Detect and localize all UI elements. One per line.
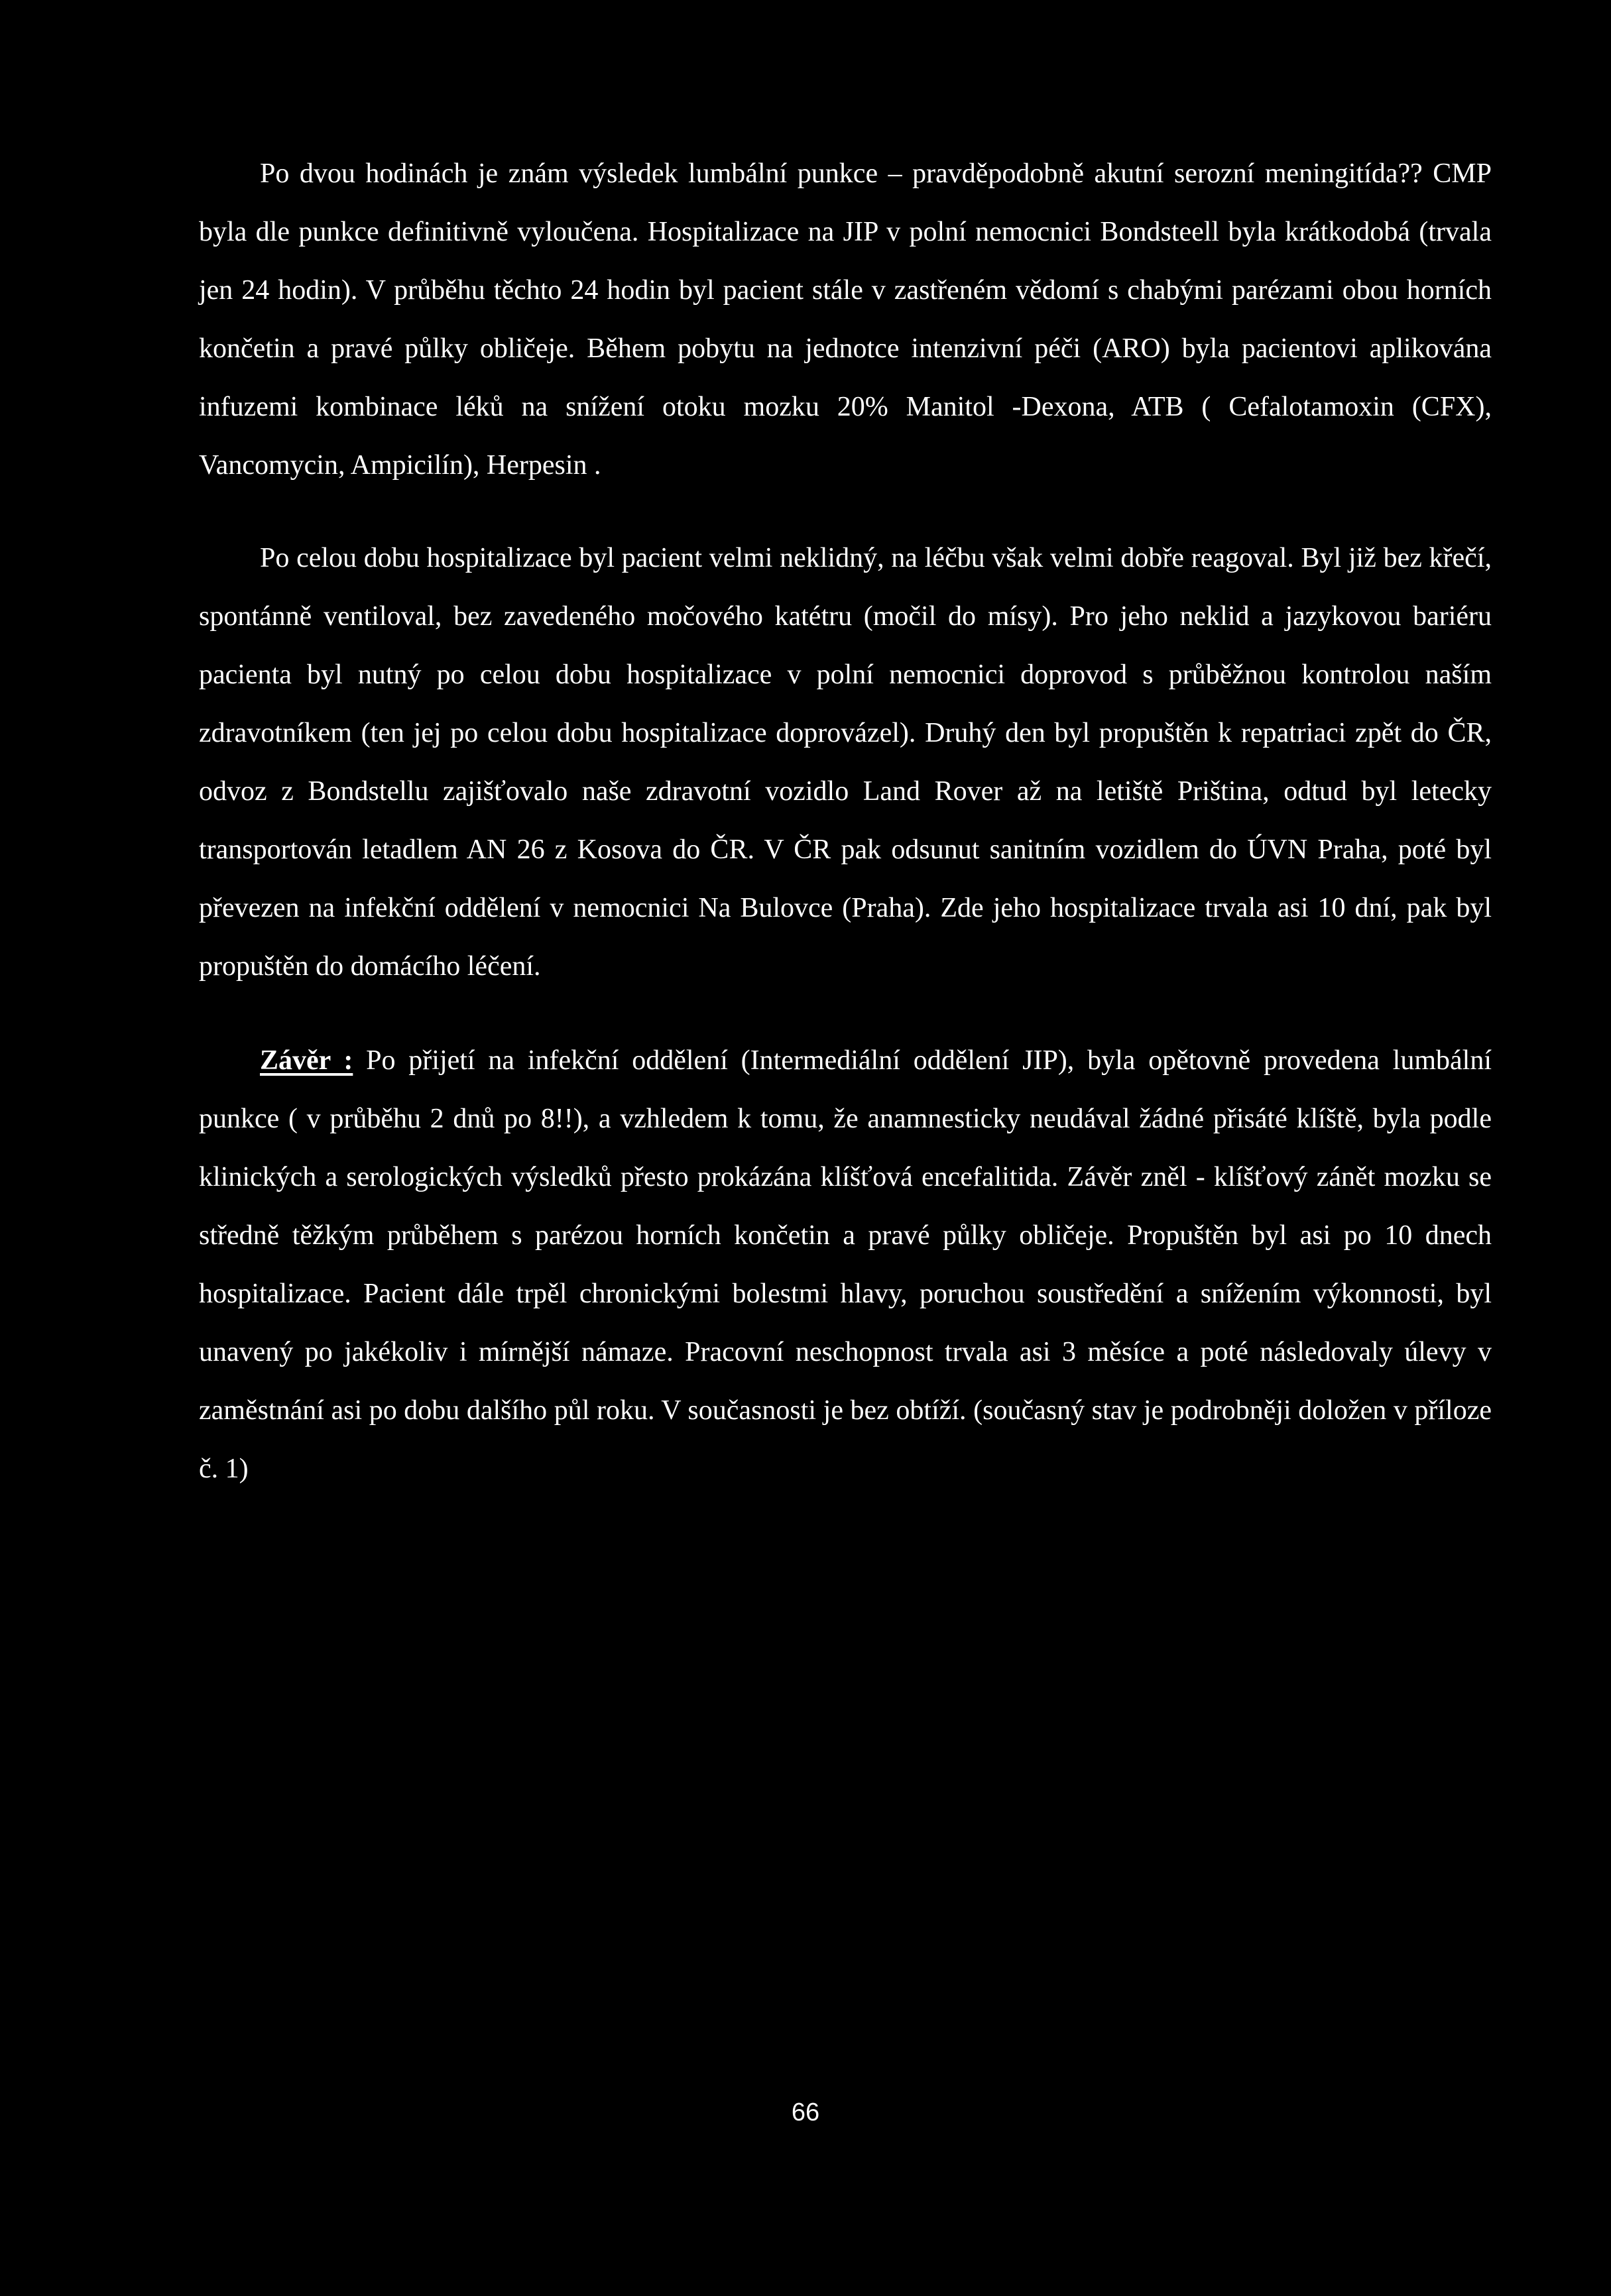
paragraph-conclusion: [199, 1031, 1492, 1498]
document-page: [199, 144, 1492, 1498]
paragraph-lumbar-puncture: Po dvou hodinách je znám výsledek lumbální punkce – pravděpodobně akutní serozní meningitída?? CMP byla dle punkce definitivně vyloučena. Hospitalizace na JIP v polní nemocnici Bondsteell byla krátkodobá (trvala jen 24 hodin). V průběhu těchto 24 hodin byl pacient stále v zastřeném vědomí s chabými parézami obou horních končetin a pravé půlky obličeje. Během pobytu na jednotce intenzivní péči (ARO) byla pacientovi aplikována infuzemi kombinace léků na snížení otoku mozku 20% Manitol -Dexona, ATB ( Cefalotamoxin (CFX), Vancomycin, Ampicilín), Herpesin .: [199, 158, 1492, 481]
conclusion-label: Závěr :: [260, 1045, 353, 1076]
page-number: 66: [791, 2098, 820, 2126]
paragraph-hospitalization: Po celou dobu hospitalizace byl pacient velmi neklidný, na léčbu však velmi dobře reagoval. Byl již bez křečí, spontánně ventiloval, bez zavedeného močového katétru (močil do mísy). Pro jeho neklid a jazykovou bariéru pacienta byl nutný po celou dobu hospitalizace v polní nemocnici doprovod s průběžnou kontrolou naším zdravotníkem (ten jej po celou dobu hospitalizace doprovázel). Druhý den byl propuštěn k repatriaci zpět do ČR, odvoz z Bondstellu zajišťovalo naše zdravotní vozidlo Land Rover až na letiště Priština, odtud byl letecky transportován letadlem AN 26 z Kosova do ČR. V ČR pak odsunut sanitním vozidlem do ÚVN Praha, poté byl převezen na infekční oddělení v nemocnici Na Bulovce (Praha). Zde jeho hospitalizace trvala asi 10 dní, pak byl propuštěn do domácího léčení.: [199, 543, 1492, 982]
conclusion-text: Po přijetí na infekční oddělení (Intermediální oddělení JIP), byla opětovně provedena lumbální punkce ( v průběhu 2 dnů po 8!!), a vzhledem k tomu, že anamnesticky neudával žádné přisáté klíště, byla podle klinických a serologických výsledků přesto prokázána klíšťová encefalitida. Závěr zněl - klíšťový zánět mozku se středně těžkým průběhem s parézou horních končetin a pravé půlky obličeje. Propuštěn byl asi po 10 dnech hospitalizace. Pacient dále trpěl chronickými bolestmi hlavy, poruchou soustředění a snížením výkonnosti, byl unavený po jakékoliv i mírnější námaze. Pracovní neschopnost trvala asi 3 měsíce a poté následovaly úlevy v zaměstnání asi po dobu dalšího půl roku. V současnosti je bez obtíží. (současný stav je podrobněji doložen v příloze č. 1): [199, 1045, 1492, 1484]
